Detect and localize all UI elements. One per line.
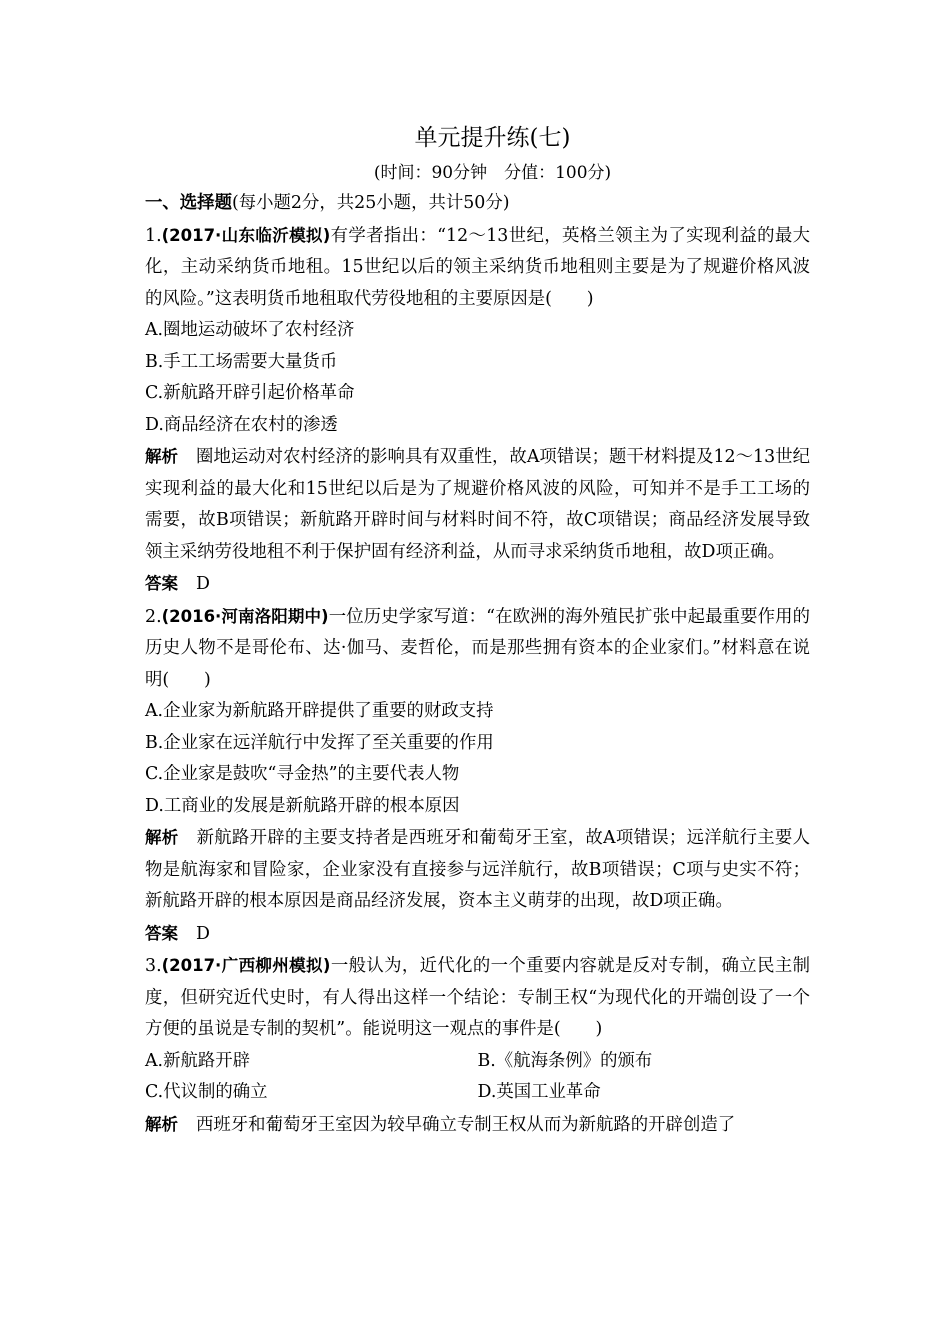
page-subtitle: (时间：90分钟 分值：100分) — [373, 163, 612, 183]
question-number: 3. — [145, 956, 162, 976]
question-source: (2017·广西柳州模拟) — [161, 956, 331, 975]
analysis-label: 解析 — [145, 1114, 178, 1134]
question-stem — [145, 220, 810, 316]
option-row — [145, 1077, 810, 1109]
analysis-text: 西班牙和葡萄牙王室因为较早确立专制王权从而为新航路的开辟创造了 — [196, 1114, 736, 1135]
analysis-text: 新航路开辟的主要支持者是西班牙和葡萄牙王室，故A项错误；远洋航行主要人物是航海家和冒险家，企业家没有直接参与远洋航行，故B项错误；C项与史实不符；新航路开辟的根本原因是商品经济发展，资本主义萌芽的出现，故D项正确。 — [145, 828, 810, 911]
analysis-text: 圈地运动对农村经济的影响具有双重性，故A项错误；题干材料提及12～13世纪实现利益的最大化和15世纪以后是为了规避价格风波的风险，可知并不是手工工场的需要，故B项错误；新航路开辟时间与材料时间不符，故C项错误；商品经济发展导致领主采纳劳役地租不利于保护固有经济利益，从而寻求采纳货币地租，故D项正确。 — [145, 447, 811, 562]
document-page — [145, 118, 810, 1141]
option-d: D.英国工业革命 — [477, 1082, 601, 1102]
question-stem — [145, 601, 810, 697]
answer-label: 答案 — [145, 923, 178, 943]
option-b: B.手工工场需要大量货币 — [145, 351, 338, 372]
question-source: (2016·河南洛阳期中) — [161, 606, 329, 626]
question-stem — [145, 950, 810, 1046]
question-1 — [145, 220, 810, 601]
analysis-label: 解析 — [145, 447, 179, 466]
answer-value: D — [196, 923, 210, 944]
option-a: A.企业家为新航路开辟提供了重要的财政支持 — [145, 701, 494, 721]
analysis — [145, 822, 810, 918]
option-d: D.商品经济在农村的渗透 — [145, 414, 338, 435]
section-note: (每小题2分，共25小题，共计50分) — [231, 193, 510, 213]
option-d: D.工商业的发展是新航路开辟的根本原因 — [145, 795, 460, 816]
answer — [145, 918, 810, 951]
option-b: B.企业家在远洋航行中发挥了至关重要的作用 — [145, 732, 494, 753]
question-3 — [145, 950, 810, 1141]
question-number: 1. — [145, 225, 162, 246]
question-source: (2017·山东临沂模拟) — [161, 225, 331, 245]
question-text: 有学者指出：“12～13世纪，英格兰领主为了实现利益的最大化，主动采纳货币地租。15世纪以后的领主采纳货币地租则主要是为了规避价格风波的风险。”这表明货币地租取代劳役地租的主要原因是( ) — [145, 225, 810, 309]
option-a: A.新航路开辟 — [145, 1050, 251, 1071]
answer — [145, 568, 810, 601]
option-c: C.企业家是鼓吹“寻金热”的主要代表人物 — [145, 764, 460, 784]
page-title: 单元提升练(七) — [414, 125, 571, 151]
option-b: B.《航海条例》的颁布 — [477, 1050, 653, 1071]
option-c: C.代议制的确立 — [145, 1082, 268, 1102]
question-2 — [145, 601, 810, 951]
option-c: C.新航路开辟引起价格革命 — [145, 383, 355, 403]
question-text: 一位历史学家写道：“在欧洲的海外殖民扩张中起最重要作用的历史人物不是哥伦布、达·伽马、麦哲伦，而是那些拥有资本的企业家们。”材料意在说明( ) — [145, 606, 810, 690]
analysis — [145, 1109, 810, 1142]
section-heading — [145, 188, 810, 220]
option-row — [145, 1046, 810, 1078]
answer-label: 答案 — [145, 574, 178, 593]
option-a: A.圈地运动破坏了农村经济 — [145, 320, 355, 340]
question-text: 一般认为，近代化的一个重要内容就是反对专制，确立民主制度，但研究近代史时，有人得出这样一个结论：专制王权“为现代化的开端创设了一个方便的虽说是专制的契机”。能说明这一观点的事件是( ) — [145, 956, 810, 1039]
answer-value: D — [196, 574, 210, 594]
question-number: 2. — [145, 606, 162, 627]
analysis — [145, 441, 810, 568]
section-heading-text: 一、选择题 — [145, 193, 232, 213]
analysis-label: 解析 — [145, 828, 179, 847]
